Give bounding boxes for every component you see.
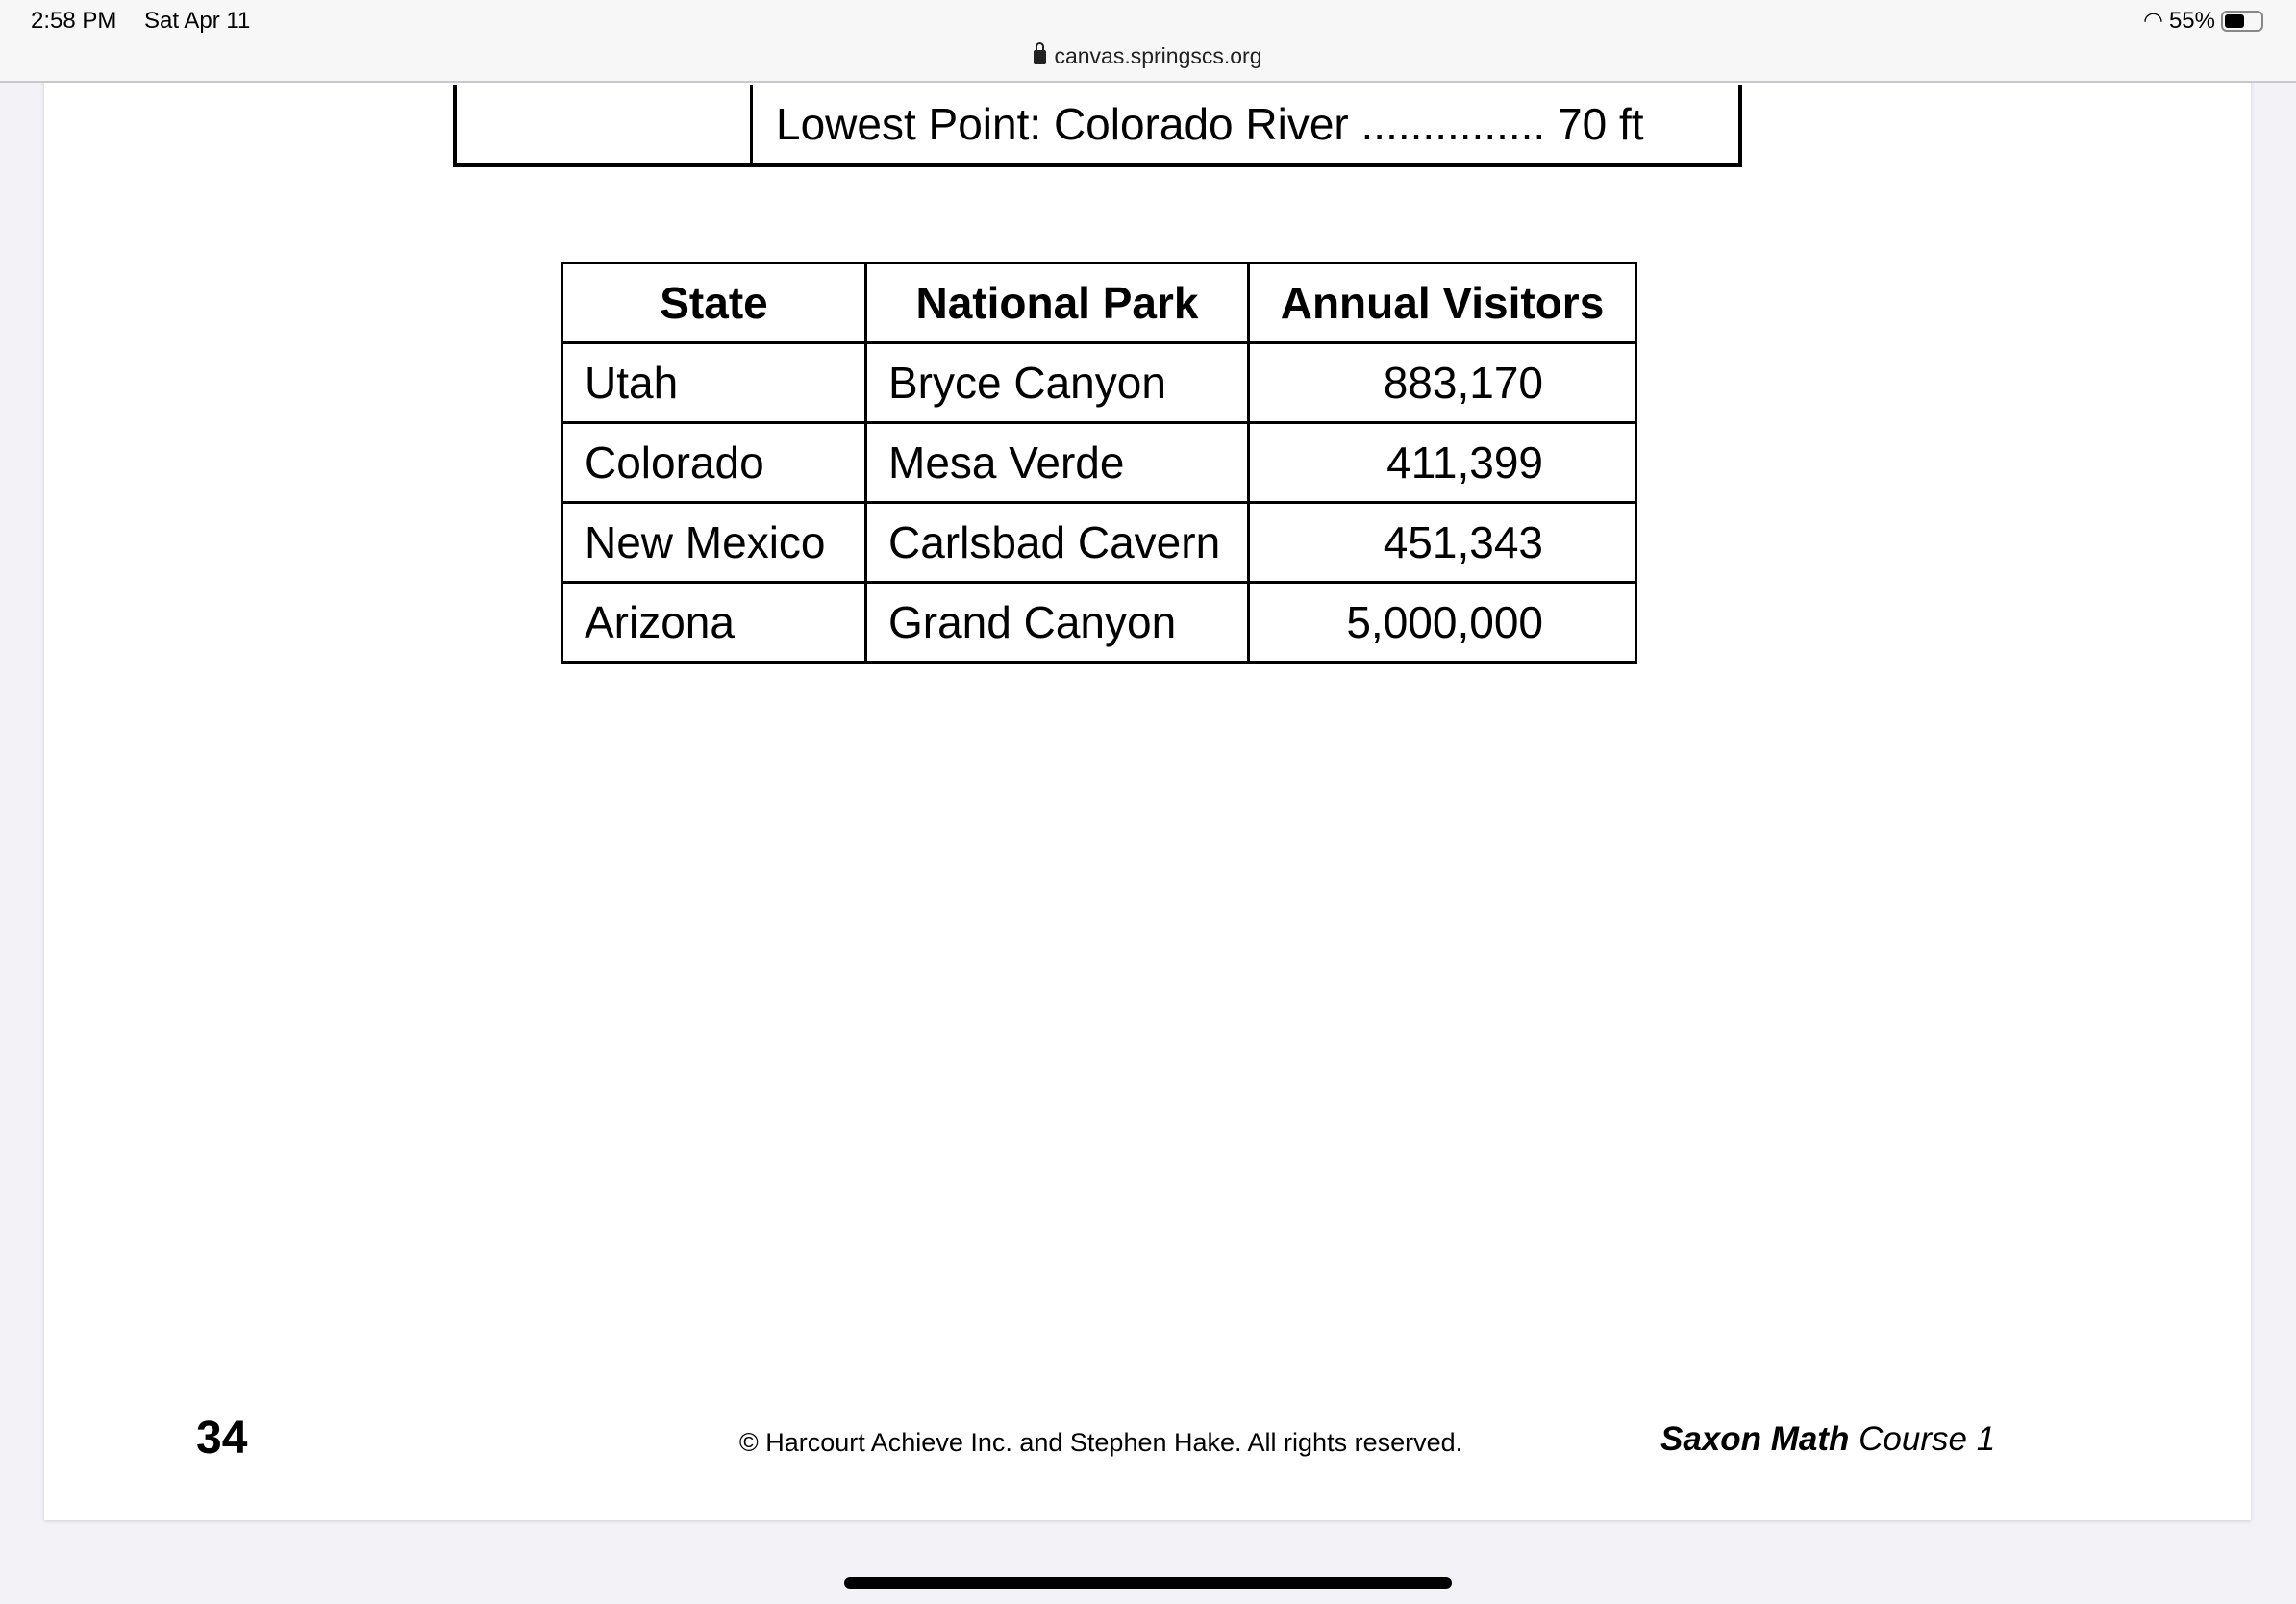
header-state: State: [562, 263, 866, 343]
cell-visitors: 5,000,000: [1249, 583, 1636, 663]
table-divider: [750, 85, 753, 163]
table-row: [562, 583, 1636, 663]
cell-visitors: 411,399: [1249, 423, 1636, 503]
status-time: 2:58 PM: [31, 8, 117, 34]
national-parks-table: [561, 262, 1637, 664]
previous-table-fragment: [453, 85, 1742, 167]
cell-state: Utah: [562, 343, 866, 423]
lock-icon: [1034, 50, 1046, 64]
status-bar: [0, 0, 2296, 83]
table-row: [562, 423, 1636, 503]
table-header-row: [562, 263, 1636, 343]
copyright: © Harcourt Achieve Inc. and Stephen Hake. All rights reserved.: [738, 1428, 1463, 1457]
home-indicator[interactable]: [844, 1577, 1452, 1589]
status-date: Sat Apr 11: [144, 8, 251, 34]
header-national-park: National Park: [866, 263, 1249, 343]
cell-park: Mesa Verde: [866, 423, 1249, 503]
wifi-icon: ◠: [2143, 8, 2163, 34]
cell-park: Bryce Canyon: [866, 343, 1249, 423]
cell-state: Arizona: [562, 583, 866, 663]
cell-state: New Mexico: [562, 503, 866, 583]
document-page[interactable]: [44, 0, 2251, 1520]
table-row: [562, 343, 1636, 423]
cell-state: Colorado: [562, 423, 866, 503]
page-number: 34: [196, 1413, 248, 1464]
cell-visitors: 883,170: [1249, 343, 1636, 423]
book-title-bold: Saxon Math: [1660, 1420, 1850, 1458]
url-text: canvas.springscs.org: [1054, 43, 1262, 68]
url-bar[interactable]: [956, 42, 1340, 69]
cell-visitors: 451,343: [1249, 503, 1636, 583]
cell-park: Grand Canyon: [866, 583, 1249, 663]
battery-percent: 55%: [2168, 8, 2215, 34]
table-row: [562, 503, 1636, 583]
previous-table-text: Lowest Point: Colorado River ............... 70 ft: [776, 99, 1644, 149]
status-right: [2143, 8, 2263, 35]
battery-icon: [2221, 11, 2263, 32]
book-title-rest: Course 1: [1849, 1420, 1996, 1458]
header-annual-visitors: Annual Visitors: [1249, 263, 1636, 343]
cell-park: Carlsbad Cavern: [866, 503, 1249, 583]
book-title: [1660, 1419, 1995, 1460]
